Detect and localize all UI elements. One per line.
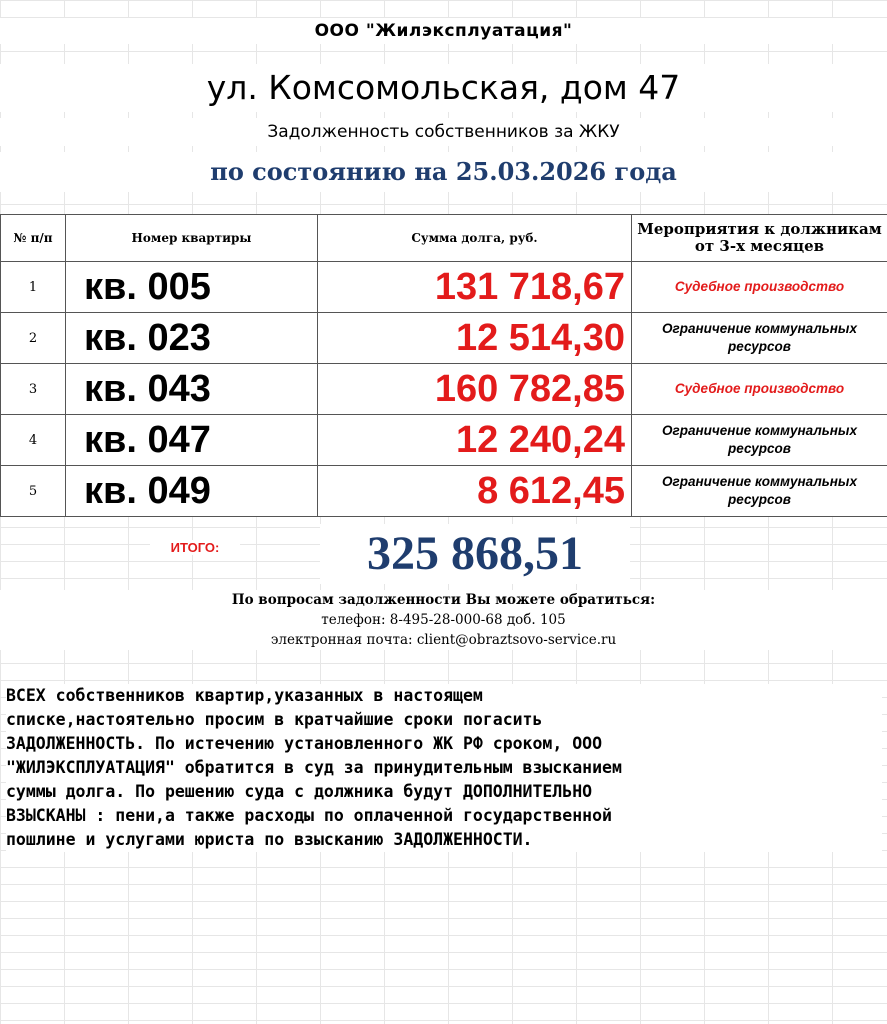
debtor-action: Судебное производство <box>632 262 887 313</box>
debtor-action: Ограничение коммунальных ресурсов <box>632 466 887 517</box>
contact-title: По вопросам задолженности Вы можете обратиться: <box>231 592 656 608</box>
debt-table <box>0 214 887 517</box>
debtor-action: Ограничение коммунальных ресурсов <box>632 313 887 364</box>
debt-amount: 12 514,30 <box>318 313 632 364</box>
apartment-number: кв. 049 <box>66 466 318 517</box>
row-number: 5 <box>1 466 66 517</box>
total-label: ИТОГО: <box>150 540 240 555</box>
table-row <box>1 466 887 517</box>
debt-amount: 8 612,45 <box>318 466 632 517</box>
apartment-number: кв. 023 <box>66 313 318 364</box>
column-header-apartment: Номер квартиры <box>66 215 318 262</box>
apartment-number: кв. 043 <box>66 364 318 415</box>
contact-email: электронная почта: client@obraztsovo-service.ru <box>270 632 617 648</box>
column-header-actions: Мероприятия к должникам от 3-х месяцев <box>632 215 887 262</box>
total-value: 325 868,51 <box>320 524 630 584</box>
organization-name: ООО "Жилэксплуатация" <box>0 18 887 44</box>
contact-info <box>0 590 887 650</box>
report-date: по состоянию на 25.03.2026 года <box>0 152 887 192</box>
contact-phone: телефон: 8-495-28-000-68 доб. 105 <box>321 612 566 628</box>
report-subtitle: Задолженность собственников за ЖКУ <box>0 118 887 146</box>
debt-notice: ВСЕХ собственников квартир,указанных в настоящем списке,настоятельно просим в кратчайшие сроки погасить ЗАДОЛЖЕННОСТЬ. По истечению установленного ЖК РФ сроком, ООО "ЖИЛЭКСПЛУАТАЦИЯ" обратится в суд за принудительным взысканием суммы долга. По решению суда с должника будут ДОПОЛНИТЕЛЬНО ВЗЫСКАНЫ : пени,а также расходы по оплаченной государственной пошлине и услугами юриста по взысканию ЗАДОЛЖЕННОСТИ. <box>6 684 882 852</box>
column-header-amount: Сумма долга, руб. <box>318 215 632 262</box>
debt-amount: 12 240,24 <box>318 415 632 466</box>
debtor-action: Судебное производство <box>632 364 887 415</box>
table-header-row <box>1 215 887 262</box>
apartment-number: кв. 005 <box>66 262 318 313</box>
table-row <box>1 313 887 364</box>
row-number: 1 <box>1 262 66 313</box>
building-address: ул. Комсомольская, дом 47 <box>0 64 887 112</box>
row-number: 2 <box>1 313 66 364</box>
row-number: 3 <box>1 364 66 415</box>
debtor-action: Ограничение коммунальных ресурсов <box>632 415 887 466</box>
column-header-number: № п/п <box>1 215 66 262</box>
table-row <box>1 262 887 313</box>
row-number: 4 <box>1 415 66 466</box>
debt-amount: 160 782,85 <box>318 364 632 415</box>
table-row <box>1 415 887 466</box>
apartment-number: кв. 047 <box>66 415 318 466</box>
table-row <box>1 364 887 415</box>
debt-amount: 131 718,67 <box>318 262 632 313</box>
